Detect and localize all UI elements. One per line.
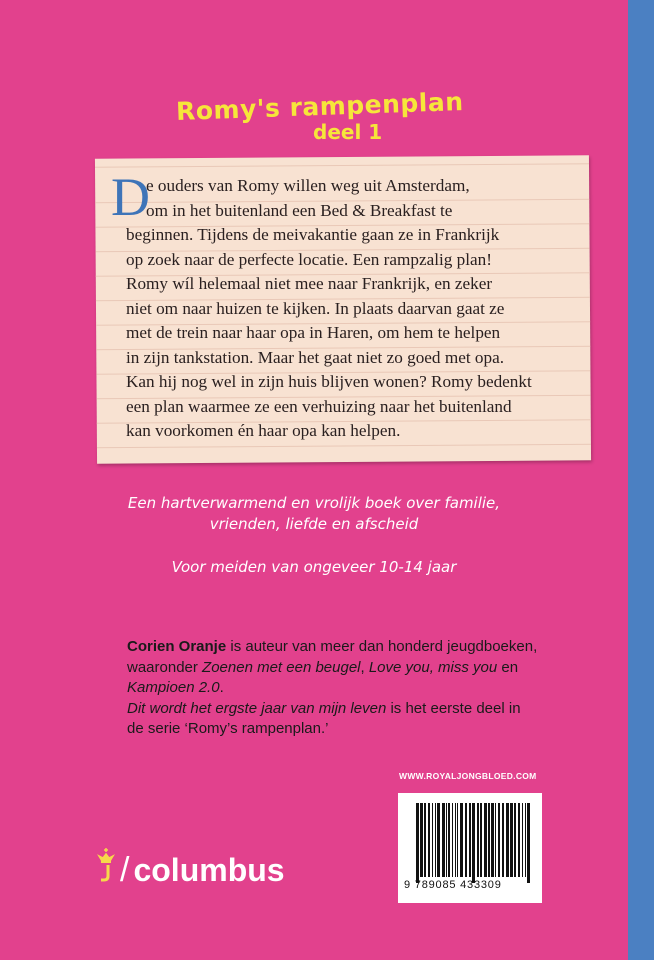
tagline-2: vrienden, liefde en afscheid [209, 515, 419, 533]
series-title: Romy's rampenplan [175, 86, 464, 127]
barcode-bar [460, 803, 463, 877]
drop-cap: D [111, 167, 150, 227]
publisher-url[interactable]: WWW.ROYALJONGBLOED.COM [399, 771, 537, 781]
blurb-line: een plan waarmee ze een verhuizing naar het buitenland [126, 396, 512, 416]
barcode-bar [522, 803, 523, 877]
barcode-bar [518, 803, 520, 877]
barcode-bar [514, 803, 516, 877]
barcode-bar [416, 803, 419, 883]
bio-text: de serie ‘Romy’s rampenplan.’ [127, 720, 329, 737]
blurb-line: om in het buitenland een Bed & Breakfast te [146, 200, 453, 220]
barcode-bar [437, 803, 440, 877]
barcode-bar [502, 803, 504, 877]
logo-slash: / [120, 851, 130, 889]
book-title: Zoenen met een beugel [202, 658, 361, 676]
book-title: Kampioen 2.0 [127, 679, 220, 696]
barcode-bar [527, 803, 530, 883]
barcode-bar [495, 803, 496, 877]
blurb-line: Romy wíl helemaal niet mee naar Frankrijk, en zeker [126, 274, 493, 293]
barcode-bar [435, 803, 436, 877]
bio-text: . [219, 679, 224, 696]
barcode-bar [457, 803, 458, 877]
volume-label: deel 1 [313, 120, 383, 144]
barcode-bar [525, 803, 526, 877]
blurb-line: Kan hij nog wel in zijn huis blijven wonen? Romy bedenkt [126, 372, 532, 391]
barcode-bar [420, 803, 423, 877]
barcode-bar [506, 803, 509, 877]
barcode-bar [448, 803, 450, 877]
blurb-text [126, 174, 596, 444]
author-bio [127, 637, 607, 740]
barcode-bar [452, 803, 453, 877]
barcode-bar [480, 803, 482, 877]
barcode-bar [465, 803, 467, 877]
barcode-bar [510, 803, 513, 877]
book-title: Dit wordt het ergste jaar van mijn leven [127, 699, 387, 717]
blurb-line: e ouders van Romy willen weg uit Amsterdam, [146, 176, 470, 195]
blurb-line: op zoek naar de perfecte locatie. Een rampzalig plan! [126, 249, 492, 269]
book-spine [628, 0, 654, 960]
crown-j-icon [96, 848, 116, 887]
barcode-bar [488, 803, 490, 877]
blurb-line: in zijn tankstation. Maar het gaat niet zo goed met opa. [126, 347, 505, 367]
barcode-bar [498, 803, 500, 877]
blurb-line: kan voorkomen én haar opa kan helpen. [126, 421, 401, 440]
bio-text: is auteur van meer dan honderd jeugdboeken, [226, 638, 538, 655]
barcode-bar [469, 803, 471, 877]
barcode-bar [491, 803, 494, 877]
barcode-bar [472, 803, 475, 883]
barcode-bars [416, 803, 532, 883]
barcode-bar [428, 803, 430, 877]
barcode-bar [424, 803, 426, 877]
publisher-logo [96, 848, 285, 887]
blurb-line: met de trein naar haar opa in Haren, om hem te helpen [126, 323, 501, 342]
barcode-bar [484, 803, 487, 877]
barcode-bar [477, 803, 479, 877]
bio-text: waaronder [127, 658, 203, 676]
tagline-1: Een hartverwarmend en vrolijk boek over familie, [127, 494, 501, 512]
publisher-name: columbus [133, 852, 285, 888]
isbn-number: 9 789085 433309 [404, 879, 502, 891]
author-name: Corien Oranje [127, 638, 227, 655]
bio-text: en [497, 658, 519, 676]
barcode [398, 793, 542, 903]
barcode-bar [432, 803, 433, 877]
barcode-bar [455, 803, 456, 877]
barcode-bar [446, 803, 447, 877]
barcode-bar [442, 803, 445, 877]
book-title: Love you, miss you [368, 658, 498, 676]
age-range: Voor meiden van ongeveer 10-14 jaar [171, 558, 457, 576]
bio-text: , [360, 658, 369, 676]
blurb-line: niet om naar huizen te kijken. In plaats daarvan gaat ze [126, 298, 505, 318]
bio-text: is het eerste deel in [386, 699, 521, 717]
blurb-line: beginnen. Tijdens de meivakantie gaan ze in Frankrijk [126, 225, 500, 244]
